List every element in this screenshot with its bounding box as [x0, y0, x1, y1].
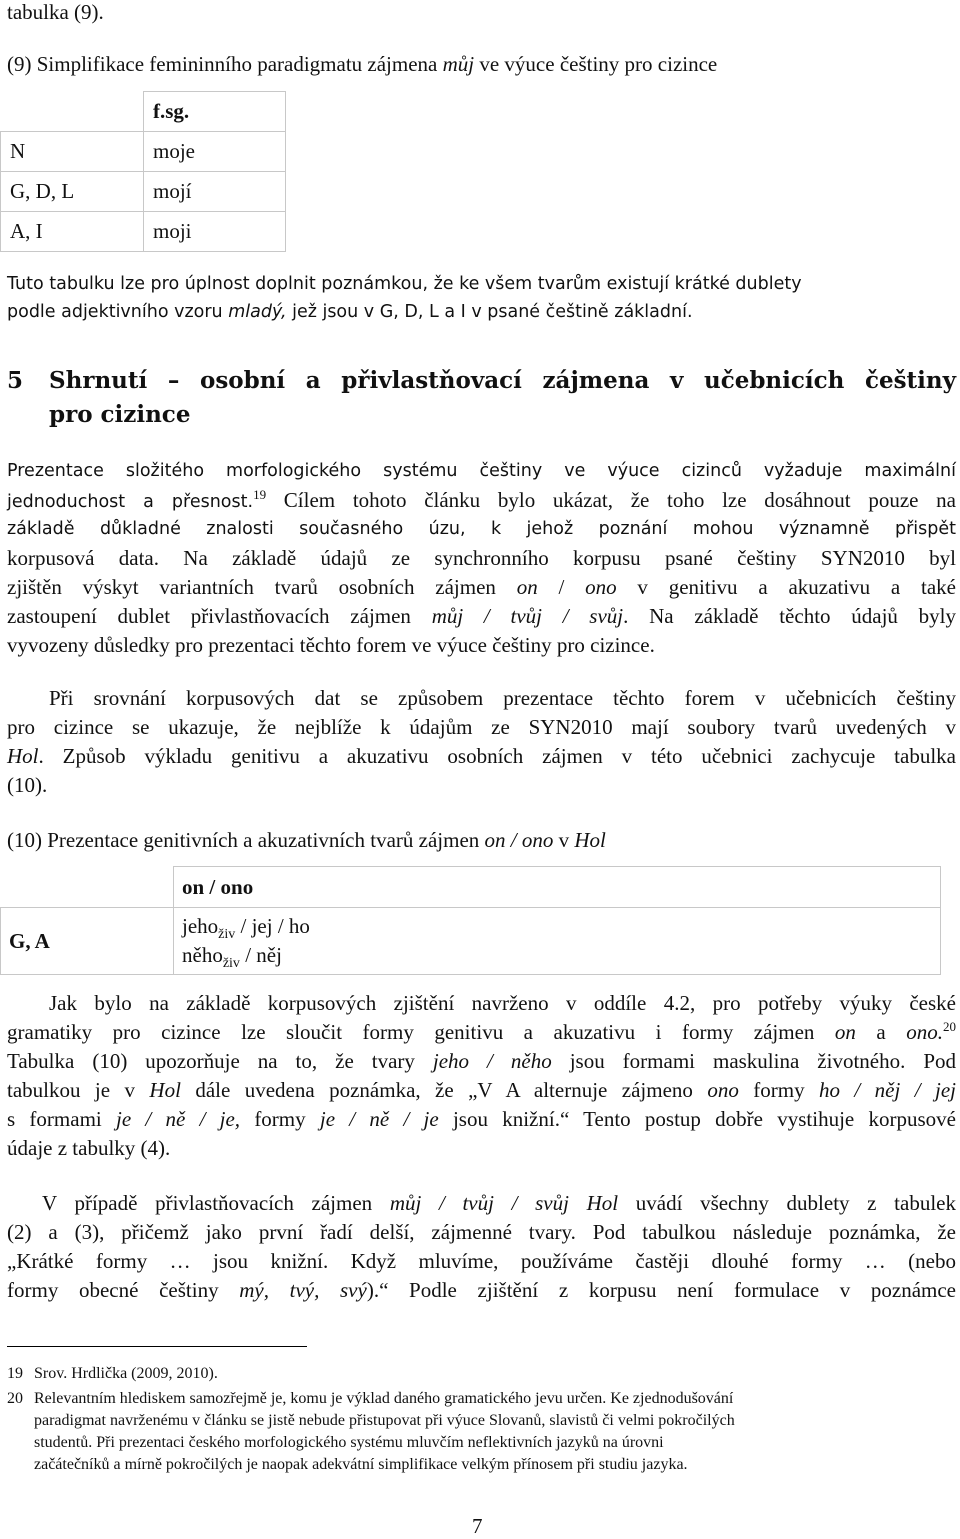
footnote-text: Srov. Hrdlička (2009, 2010).: [34, 1365, 218, 1382]
table10-caption: (10) Prezentace genitivních a akuzativních tvarů zájmen on / ono v Hol: [7, 828, 606, 852]
text-line: zjištěn výskyt variantních tvarů osobních zájmen on / ono v genitivu a akuzativu a také: [7, 575, 956, 599]
section-title-line1: Shrnutí – osobní a přivlastňovací zájmena v učebnicích češtiny: [49, 367, 956, 394]
text-line: Jak bylo na základě korpusových zjištění navrženo v oddíle 4.2, pro potřeby výuky české: [49, 991, 956, 1015]
text-line: formy obecné češtiny mý, tvý, svý).“ Podle zjištění z korpusu není formulace v poznámce: [7, 1278, 956, 1302]
text-line: základě důkladné znalosti současného úzu, k jehož poznání mohou významně přispět: [7, 519, 956, 539]
text-line: údaje z tabulky (4).: [7, 1136, 171, 1160]
text-line: jednoduchost a přesnost.$^{19}$ Cílem tohoto článku bylo ukázat, že toho lze dosáhnout pouze na: [7, 487, 956, 512]
footnote-ref: 19: [253, 487, 267, 502]
case-label: N: [1, 132, 144, 172]
text-line: „Krátké formy … jsou knižní. Když mluvíme, používáme častěji dlouhé formy … (nebo: [7, 1249, 956, 1273]
page-number: 7: [472, 1514, 483, 1538]
text-line: Prezentace složitého morfologického systému češtiny ve výuce cizinců vyžaduje maximální: [7, 461, 956, 481]
text-line: gramatiky pro cizince lze sloučit formy genitivu a akuzativu i formy zájmen on a ono.$^{20}$: [7, 1019, 956, 1044]
form-cell: mojí: [144, 172, 286, 212]
table-row: [1, 172, 286, 212]
table9: [0, 91, 286, 252]
text-line: podle adjektivního vzoru mladý, jež jsou v G, D, L a I v psané češtině základní.: [7, 302, 693, 322]
form-cell: moje: [144, 132, 286, 172]
table-row: [1, 212, 286, 252]
footnote-text: začátečníků a mírně pokročilých je naopak adekvátní simplifikace velkým přínosem při studiu jazyka.: [34, 1456, 688, 1473]
case-label: G, A: [1, 908, 174, 975]
text-line: Při srovnání korpusových dat se způsobem prezentace těchto forem v učebnicích češtiny: [49, 686, 956, 710]
text-line: korpusová data. Na základě údajů ze synchronního korpusu psané češtiny SYN2010 byl: [7, 546, 956, 570]
text-line: (2) a (3), přičemž jako první řadí delší, zájmenné tvary. Pod tabulkou následuje poznámka, že: [7, 1220, 956, 1244]
case-label: A, I: [1, 212, 144, 252]
footnote-ref: 20: [943, 1019, 956, 1034]
table-row: [1, 92, 286, 132]
footnote-number: 20: [7, 1390, 23, 1407]
column-header: on / ono: [174, 867, 941, 908]
case-label: G, D, L: [1, 172, 144, 212]
text-line: Tabulka (10) upozorňuje na to, že tvary jeho / něho jsou formami maskulina životného. Pod: [7, 1049, 957, 1073]
text-line: pro cizince se ukazuje, že nejblíže k údajům ze SYN2010 mají soubory tvarů uvedených v: [7, 715, 956, 739]
intro-line: tabulka (9).: [7, 0, 104, 24]
table10: [0, 866, 941, 975]
footnote-number: 19: [7, 1365, 23, 1382]
footnote-rule: [7, 1346, 307, 1347]
table9-caption: (9) Simplifikace femininního paradigmatu zájmena můj ve výuce češtiny pro cizince: [7, 52, 718, 76]
table-row: [1, 867, 941, 908]
footnote-text: paradigmat navrženému v článku se jistě nebude přistupovat při výuce Slovanů, slavistů či velmi pokročilých: [34, 1412, 735, 1429]
form-cell: jeho$_{živ}$ / jej / ho něho$_{živ}$ / něj: [174, 908, 941, 975]
text-line: vyvozeny důsledky pro prezentaci těchto forem ve výuce češtiny pro cizince.: [7, 633, 655, 657]
text-line: Tuto tabulku lze pro úplnost doplnit poznámkou, že ke všem tvarům existují krátké dublety: [7, 274, 802, 294]
text-line: Hol. Způsob výkladu genitivu a akuzativu osobních zájmen v této učebnici zachycuje tabulka: [7, 744, 956, 768]
text-line: zastoupení dublet přivlastňovacích zájmen můj / tvůj / svůj. Na základě těchto údajů byly: [7, 604, 956, 628]
section-title-line2: pro cizince: [49, 401, 191, 428]
text-line: (10).: [7, 773, 48, 797]
text-line: V případě přivlastňovacích zájmen můj / tvůj / svůj Hol uvádí všechny dublety z tabulek: [42, 1191, 956, 1215]
footnote-text: studentů. Při prezentaci českého morfologického systému mluvčím neflektivních jazyků na úrovni: [34, 1434, 664, 1451]
footnote-text: Relevantním hlediskem samozřejmě je, komu je výklad daného gramatického jevu určen. Ke zjednodušování: [34, 1390, 734, 1407]
table-row: [1, 132, 286, 172]
section-number: 5: [7, 367, 24, 394]
column-header: f.sg.: [144, 92, 286, 132]
text-line: s formami je / ně / je, formy je / ně / je jsou knižní.“ Tento postup dobře vystihuje korpusové: [7, 1107, 956, 1131]
text-line: tabulkou je v Hol dále uvedena poznámka, že „V A alternuje zájmeno ono formy ho / něj / jej: [7, 1078, 956, 1102]
form-cell: moji: [144, 212, 286, 252]
table-row: [1, 908, 941, 975]
